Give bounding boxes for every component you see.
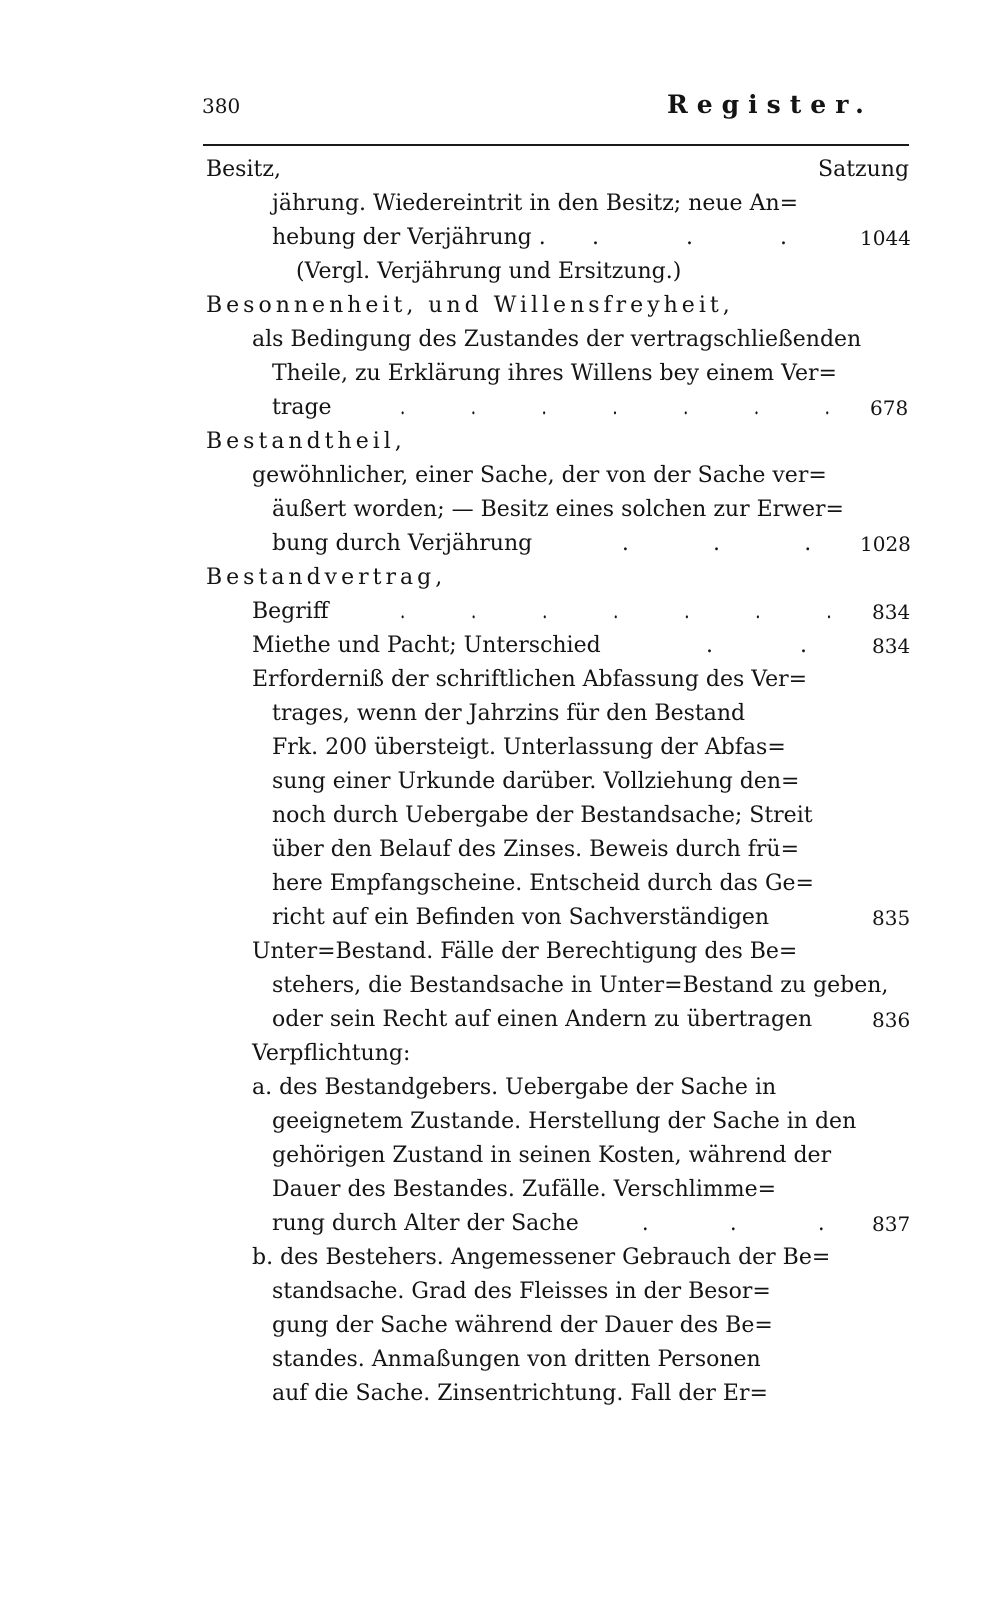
page-reference: 836 — [872, 1008, 911, 1032]
entry-text: Besitz, — [206, 157, 281, 182]
page-reference: 834 — [872, 634, 911, 658]
entry-line — [252, 1072, 910, 1104]
page-reference: 678 — [870, 396, 909, 420]
entry-text: stehers, die Bestandsache in Unter=Bestand zu geben, — [272, 973, 889, 998]
entry-line — [272, 902, 910, 934]
entry-line — [272, 732, 910, 764]
entry-text: über den Belauf des Zinses. Beweis durch frü= — [272, 837, 800, 862]
page-reference: 837 — [872, 1212, 911, 1236]
entry-line — [252, 324, 910, 356]
entry-text: trage — [272, 395, 332, 420]
entry-text: Dauer des Bestandes. Zufälle. Verschlimme= — [272, 1177, 777, 1202]
entry-line — [272, 494, 910, 526]
entry-text: b. des Bestehers. Angemessener Gebrauch der Be= — [252, 1245, 831, 1270]
entry-heading: Bestandvertrag, — [206, 565, 447, 590]
entry-line — [272, 222, 910, 254]
entry-line — [272, 1276, 910, 1308]
entry-line — [272, 392, 910, 424]
entry-text: bung durch Verjährung — [272, 531, 533, 556]
entry-line — [272, 834, 910, 866]
entry-text: Miethe und Pacht; Unterschied — [252, 633, 601, 658]
entry-line — [272, 698, 910, 730]
entry-text: sung einer Urkunde darüber. Vollziehung den= — [272, 769, 800, 794]
entry-text: richt auf ein Befinden von Sachverständigen — [272, 905, 770, 930]
entry-text: standsache. Grad des Fleisses in der Besor= — [272, 1279, 771, 1304]
entry-text: Begriff — [252, 599, 329, 624]
entry-line — [272, 188, 910, 220]
entry-line — [252, 936, 910, 968]
entry-line — [272, 1310, 910, 1342]
entry-line — [272, 1208, 910, 1240]
page-header — [200, 88, 910, 128]
entry-line — [272, 1344, 910, 1376]
entry-right-word: Satzung — [818, 157, 910, 182]
entry-line — [272, 970, 910, 1002]
entry-line — [252, 630, 910, 662]
entry-line — [252, 1038, 910, 1070]
entry-text: als Bedingung des Zustandes der vertragschließenden — [252, 327, 862, 352]
page-reference: 835 — [872, 906, 911, 930]
entry-text: oder sein Recht auf einen Andern zu übertragen — [272, 1007, 813, 1032]
register-entries — [0, 154, 1000, 1406]
dot-leader: . . . — [622, 531, 850, 556]
entry-text: Theile, zu Erklärung ihres Willens bey einem Ver= — [272, 361, 837, 386]
dot-leader: . . . . . . . — [400, 599, 862, 624]
entry-line — [252, 460, 910, 492]
entry-line — [206, 154, 910, 186]
dot-leader: . . . . . . . — [400, 395, 861, 420]
entry-line — [252, 664, 910, 696]
entry-text: hebung der Verjährung . — [272, 225, 546, 250]
entry-text: Verpflichtung: — [252, 1041, 411, 1066]
running-title: Register. — [667, 90, 873, 119]
entry-line — [272, 800, 910, 832]
entry-text: auf die Sache. Zinsentrichtung. Fall der Er= — [272, 1381, 768, 1406]
entry-line — [272, 1174, 910, 1206]
entry-text: noch durch Uebergabe der Bestandsache; Streit — [272, 803, 813, 828]
entry-text: jährung. Wiedereintrit in den Besitz; neue An= — [272, 191, 799, 216]
entry-text: Erforderniß der schriftlichen Abfassung des Ver= — [252, 667, 808, 692]
dot-leader: . . . — [642, 1211, 862, 1236]
entry-line — [272, 1378, 910, 1410]
page-reference: 834 — [872, 600, 911, 624]
page-reference: 1028 — [860, 532, 911, 556]
entry-text: a. des Bestandgebers. Uebergabe der Sache in — [252, 1075, 777, 1100]
entry-line — [272, 766, 910, 798]
entry-text: rung durch Alter der Sache — [272, 1211, 579, 1236]
entry-text: gewöhnlicher, einer Sache, der von der Sache ver= — [252, 463, 827, 488]
entry-line — [206, 290, 910, 322]
entry-line — [272, 1004, 910, 1036]
entry-line — [272, 358, 910, 390]
page-reference: 1044 — [860, 226, 911, 250]
page-number: 380 — [202, 94, 241, 118]
dot-leader: . . — [706, 633, 847, 658]
entry-text: Unter=Bestand. Fälle der Berechtigung des Be= — [252, 939, 798, 964]
header-rule — [203, 144, 909, 146]
entry-line — [272, 1106, 910, 1138]
entry-text: here Empfangscheine. Entscheid durch das Ge= — [272, 871, 814, 896]
dot-leader: . . . — [592, 225, 827, 250]
entry-text: Frk. 200 übersteigt. Unterlassung der Abfas= — [272, 735, 786, 760]
entry-text: äußert worden; — Besitz eines solchen zur Erwer= — [272, 497, 844, 522]
entry-line — [252, 596, 910, 628]
entry-line — [206, 426, 910, 458]
entry-text: standes. Anmaßungen von dritten Personen — [272, 1347, 761, 1372]
cross-reference: (Vergl. Verjährung und Ersitzung.) — [296, 259, 682, 284]
entry-line — [272, 1140, 910, 1172]
entry-text: trages, wenn der Jahrzins für den Bestand — [272, 701, 746, 726]
entry-line — [296, 256, 856, 288]
entry-line — [272, 868, 910, 900]
entry-heading: Bestandtheil, — [206, 429, 406, 454]
entry-text: gehörigen Zustand in seinen Kosten, während der — [272, 1143, 832, 1168]
entry-line — [272, 528, 910, 560]
entry-heading: Besonnenheit, und Willensfreyheit, — [206, 293, 734, 318]
entry-line — [206, 562, 910, 594]
entry-text: geeignetem Zustande. Herstellung der Sache in den — [272, 1109, 857, 1134]
entry-text: gung der Sache während der Dauer des Be= — [272, 1313, 773, 1338]
entry-line — [252, 1242, 910, 1274]
